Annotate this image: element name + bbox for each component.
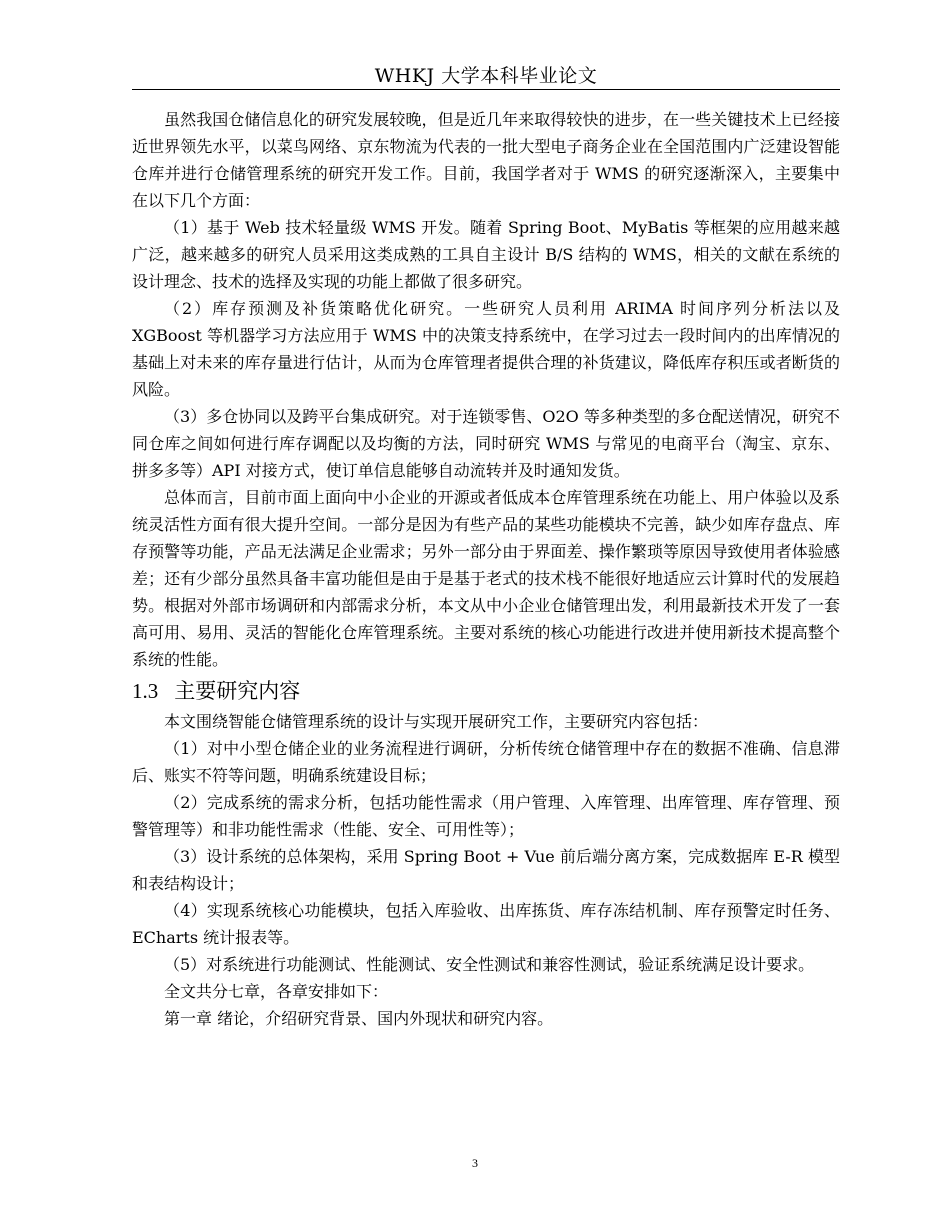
page-body	[132, 106, 840, 1032]
paragraph: （3）设计系统的总体架构，采用 Spring Boot + Vue 前后端分离方案，完成数据库 E-R 模型和表结构设计；	[132, 847, 840, 893]
paragraph: 全文共分七章，各章安排如下：	[164, 982, 389, 1001]
page-number: 3	[472, 1156, 478, 1170]
paragraph: 虽然我国仓储信息化的研究发展较晚，但是近几年来取得较快的进步，在一些关键技术上已经接近世界领先水平，以菜鸟网络、京东物流为代表的一批大型电子商务企业在全国范围内广泛建设智能仓库并进行仓储管理系统的研究开发工作。目前，我国学者对于 WMS 的研究逐渐深入，主要集中在以下几个方面：	[132, 110, 840, 210]
paragraph: （1）对中小型仓储企业的业务流程进行调研，分析传统仓储管理中存在的数据不准确、信息滞后、账实不符等问题，明确系统建设目标；	[132, 739, 840, 785]
section-title: 主要研究内容	[174, 679, 301, 703]
paragraph: 总体而言，目前市面上面向中小企业的开源或者低成本仓库管理系统在功能上、用户体验以及系统灵活性方面有很大提升空间。一部分是因为有些产品的某些功能模块不完善，缺少如库存盘点、库存预警等功能，产品无法满足企业需求；另外一部分由于界面差、操作繁琐等原因导致使用者体验感差；还有少部分虽然具备丰富功能但是由于是基于老式的技术栈不能很好地适应云计算时代的发展趋势。根据对外部市场调研和内部需求分析，本文从中小企业仓储管理出发，利用最新技术开发了一套高可用、易用、灵活的智能化仓库管理系统。主要对系统的核心功能进行改进并使用新技术提高整个系统的性能。	[132, 488, 840, 669]
paragraph: （1）基于 Web 技术轻量级 WMS 开发。随着 Spring Boot、MyBatis 等框架的应用越来越广泛，越来越多的研究人员采用这类成熟的工具自主设计 B/S 结构的 WMS，相关的文献在系统的设计理念、技术的选择及实现的功能上都做了很多研究。	[132, 218, 840, 291]
paragraph: （5）对系统进行功能测试、性能测试、安全性测试和兼容性测试，验证系统满足设计要求。	[164, 955, 815, 974]
paragraph: 第一章 绪论，介绍研究背景、国内外现状和研究内容。	[164, 1009, 554, 1028]
paragraph: （2）完成系统的需求分析，包括功能性需求（用户管理、入库管理、出库管理、库存管理、预警管理等）和非功能性需求（性能、安全、可用性等）；	[132, 793, 840, 839]
paragraph: 本文围绕智能仓储管理系统的设计与实现开展研究工作，主要研究内容包括：	[164, 712, 709, 731]
paragraph: （2）库存预测及补货策略优化研究。一些研究人员利用 ARIMA 时间序列分析法以及 XGBoost 等机器学习方法应用于 WMS 中的决策支持系统中，在学习过去一段时间内的出库情况的基础上对未来的库存量进行估计，从而为仓库管理者提供合理的补货建议，降低库存积压或者断货的风险。	[132, 299, 840, 399]
section-heading	[132, 676, 840, 706]
section-number: 1.3	[132, 679, 159, 703]
paragraph: （4）实现系统核心功能模块，包括入库验收、出库拣货、库存冻结机制、库存预警定时任务、ECharts 统计报表等。	[132, 901, 840, 947]
header-rule	[132, 89, 840, 90]
paragraph: （3）多仓协同以及跨平台集成研究。对于连锁零售、O2O 等多种类型的多仓配送情况，研究不同仓库之间如何进行库存调配以及均衡的方法，同时研究 WMS 与常见的电商平台（淘宝、京东、拼多多等）API 对接方式，使订单信息能够自动流转并及时通知发货。	[132, 407, 840, 480]
running-header: WHKJ 大学本科毕业论文	[374, 65, 598, 87]
